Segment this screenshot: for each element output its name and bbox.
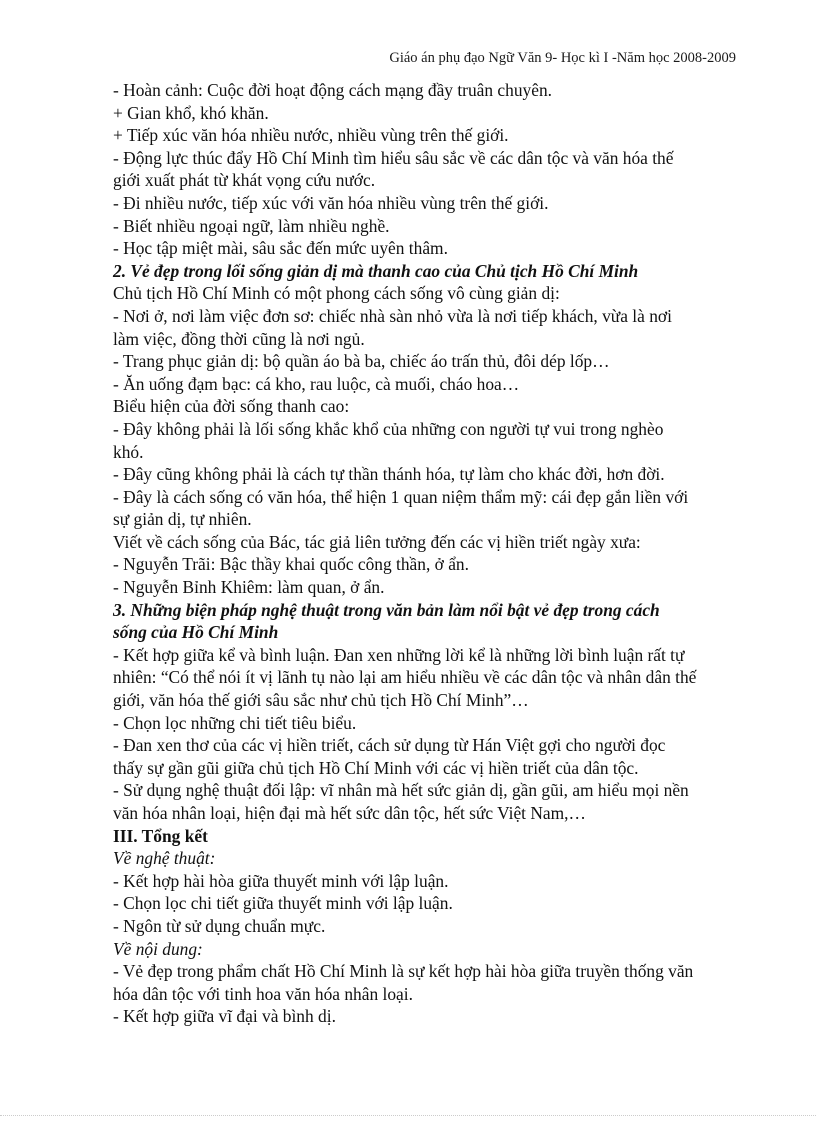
page-bottom-border — [0, 1115, 816, 1116]
text-line: khó. — [113, 441, 144, 462]
text-line: - Chọn lọc chi tiết giữa thuyết minh với lập luận. — [113, 893, 453, 914]
text-line: - Đi nhiều nước, tiếp xúc với văn hóa nhiều vùng trên thế giới. — [113, 192, 549, 213]
subheading-art: Về nghệ thuật: — [113, 848, 216, 869]
text-line: - Vẻ đẹp trong phẩm chất Hồ Chí Minh là sự kết hợp hài hòa giữa truyền thống văn — [113, 961, 694, 982]
text-line: - Sử dụng nghệ thuật đối lập: vĩ nhân mà hết sức giản dị, gần gũi, am hiểu mọi nền — [113, 780, 689, 801]
section-heading: 3. Những biện pháp nghệ thuật trong văn bản làm nổi bật vẻ đẹp trong cách — [113, 599, 660, 620]
page-header: Giáo án phụ đạo Ngữ Văn 9- Học kì I -Năm học 2008-2009 — [389, 50, 736, 66]
text-line: - Kết hợp giữa vĩ đại và bình dị. — [113, 1006, 336, 1027]
text-line: Viết về cách sống của Bác, tác giả liên tưởng đến các vị hiền triết ngày xưa: — [113, 531, 641, 552]
main-heading: III. Tổng kết — [113, 825, 208, 846]
text-line: - Biết nhiều ngoại ngữ, làm nhiều nghề. — [113, 215, 390, 236]
section-heading: 2. Vẻ đẹp trong lối sống giản dị mà thanh cao của Chủ tịch Hồ Chí Minh — [113, 260, 639, 281]
text-line: + Tiếp xúc văn hóa nhiều nước, nhiều vùng trên thế giới. — [113, 125, 509, 146]
text-line: - Đây không phải là lối sống khắc khổ của những con người tự vui trong nghèo — [113, 418, 664, 439]
text-line: - Động lực thúc đẩy Hồ Chí Minh tìm hiểu sâu sắc về các dân tộc và văn hóa thế — [113, 147, 674, 168]
text-line: - Đây là cách sống có văn hóa, thể hiện 1 quan niệm thẩm mỹ: cái đẹp gắn liền với — [113, 486, 689, 507]
text-line: sự giản dị, tự nhiên. — [113, 509, 252, 530]
text-line: + Gian khổ, khó khăn. — [113, 102, 269, 123]
text-line: giới xuất phát từ khát vọng cứu nước. — [113, 170, 376, 191]
text-line: hóa dân tộc với tinh hoa văn hóa nhân loại. — [113, 983, 413, 1004]
text-line: - Kết hợp hài hòa giữa thuyết minh với lập luận. — [113, 870, 449, 891]
text-line: làm việc, đồng thời cũng là nơi ngủ. — [113, 328, 365, 349]
text-line: - Ăn uống đạm bạc: cá kho, rau luộc, cà muối, cháo hoa… — [113, 373, 520, 394]
text-line: - Học tập miệt mài, sâu sắc đến mức uyên thâm. — [113, 238, 448, 259]
text-line: - Trang phục giản dị: bộ quần áo bà ba, chiếc áo trấn thủ, đôi dép lốp… — [113, 351, 610, 372]
document-body — [113, 79, 743, 1028]
section-heading-continued: sống của Hồ Chí Minh — [113, 622, 279, 643]
text-line: - Nguyễn Trãi: Bậc thầy khai quốc công thần, ở ẩn. — [113, 554, 469, 575]
text-line: - Ngôn từ sử dụng chuẩn mực. — [113, 915, 326, 936]
text-line: Chủ tịch Hồ Chí Minh có một phong cách sống vô cùng giản dị: — [113, 283, 560, 304]
text-line: thấy sự gần gũi giữa chủ tịch Hồ Chí Minh với các vị hiền triết của dân tộc. — [113, 757, 639, 778]
text-line: giới, văn hóa thế giới sâu sắc như chủ tịch Hồ Chí Minh”… — [113, 690, 529, 711]
text-line: - Đây cũng không phải là cách tự thần thánh hóa, tự làm cho khác đời, hơn đời. — [113, 464, 665, 485]
text-line: Biểu hiện của đời sống thanh cao: — [113, 396, 350, 417]
subheading-content: Về nội dung: — [113, 938, 203, 959]
text-line: - Nguyễn Bỉnh Khiêm: làm quan, ở ẩn. — [113, 577, 385, 598]
text-line: - Đan xen thơ của các vị hiền triết, cách sử dụng từ Hán Việt gợi cho người đọc — [113, 735, 666, 756]
text-line: - Chọn lọc những chi tiết tiêu biểu. — [113, 712, 357, 733]
text-line: nhiên: “Có thể nói ít vị lãnh tụ nào lại am hiểu nhiều về các dân tộc và nhân dân thế — [113, 667, 697, 688]
text-line: - Hoàn cảnh: Cuộc đời hoạt động cách mạng đầy truân chuyên. — [113, 80, 552, 100]
text-line: văn hóa nhân loại, hiện đại mà hết sức dân tộc, hết sức Việt Nam,… — [113, 803, 586, 823]
text-line: - Kết hợp giữa kể và bình luận. Đan xen những lời kể là những lời bình luận rất tự — [113, 644, 685, 665]
text-line: - Nơi ở, nơi làm việc đơn sơ: chiếc nhà sàn nhỏ vừa là nơi tiếp khách, vừa là nơi — [113, 305, 672, 326]
